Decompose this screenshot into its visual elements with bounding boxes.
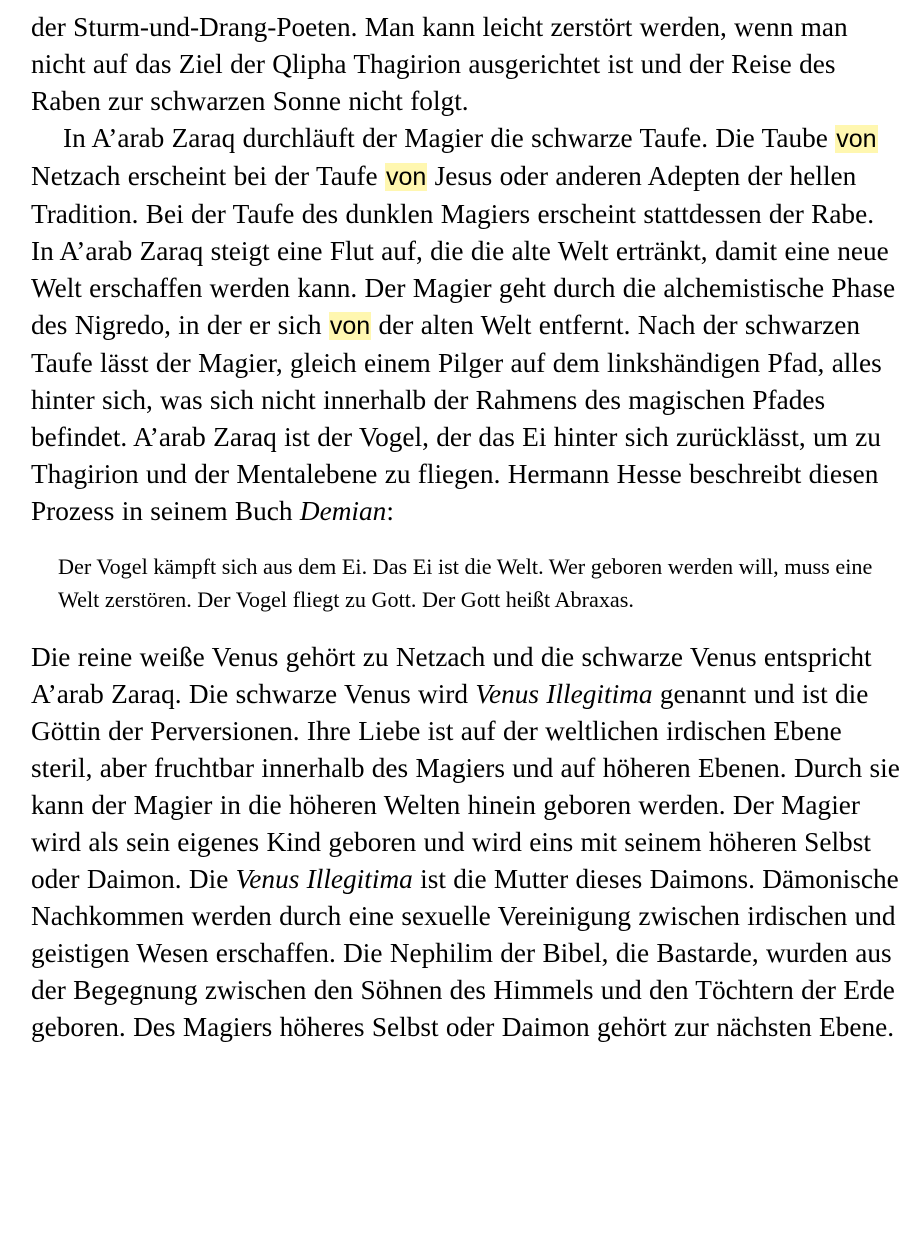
body-paragraph <box>31 120 901 530</box>
italic-title: Demian <box>299 496 387 526</box>
text-segment: der Sturm-und-Drang-Poeten. Man kann leicht zerstört werden, wenn man nicht auf das Ziel der Qlipha Thagirion ausgerichtet ist und der Reise des Raben zur schwarzen Sonne nicht folgt. <box>31 12 848 116</box>
search-highlight: von <box>329 312 371 340</box>
text-segment: der alten Welt entfernt. Nach der schwarzen Taufe lässt der Magier, gleich einem Pilger auf dem linkshändigen Pfad, alles hinter sich, was sich nicht innerhalb der Rahmens des magischen Pfades befindet. A’arab Zaraq ist der Vogel, der das Ei hinter sich zurücklässt, um zu Thagirion und der Mentalebene zu fliegen. Hermann Hesse beschreibt diesen Prozess in seinem Buch <box>31 310 882 526</box>
search-highlight: von <box>386 163 427 191</box>
text-segment: Netzach erscheint bei der Taufe <box>31 161 386 191</box>
text-segment: Der Vogel kämpft sich aus dem Ei. Das Ei ist die Welt. Wer geboren werden will, muss eine Welt zerstören. Der Vogel fliegt zu Gott. Der Gott heißt Abraxas. <box>58 554 873 612</box>
text-segment: : <box>386 496 394 526</box>
italic-title: Venus Illegitima <box>475 679 653 709</box>
text-segment: Jesus oder anderen Adepten der hellen Tradition. Bei der Taufe des dunklen Magiers erscheint stattdessen der Rabe. In A’arab Zaraq steigt eine Flut auf, die die alte Welt ertränkt, damit eine neue Welt erschaffen werden kann. Der Magier geht durch die alchemistische Phase des Nigredo, in der er sich <box>31 161 896 340</box>
block-quote <box>31 550 901 616</box>
text-segment: Die reine weiße Venus gehört zu Netzach und die schwarze Venus entspricht A’arab Zaraq. Die schwarze Venus wird <box>31 642 872 709</box>
text-segment: genannt und ist die Göttin der Perversionen. Ihre Liebe ist auf der weltlichen irdischen Ebene steril, aber fruchtbar innerhalb des Magiers und auf höheren Ebenen. Durch sie kann der Magier in die höheren Welten hinein geboren werden. Der Magier wird als sein eigenes Kind geboren und wird eins mit seinem höheren Selbst oder Daimon. Die <box>31 679 900 894</box>
italic-title: Venus Illegitima <box>235 864 413 894</box>
document-page <box>31 9 901 1046</box>
body-paragraph <box>31 639 901 1046</box>
text-segment: In A’arab Zaraq durchläuft der Magier die schwarze Taufe. Die Taube <box>63 123 836 153</box>
search-highlight: von <box>836 125 877 153</box>
body-paragraph <box>31 9 901 120</box>
text-segment: ist die Mutter dieses Daimons. Dämonische Nachkommen werden durch eine sexuelle Vereinigung zwischen irdischen und geistigen Wesen erschaffen. Die Nephilim der Bibel, die Bastarde, wurden aus der Begegnung zwischen den Söhnen des Himmels und den Töchtern der Erde geboren. Des Magiers höheres Selbst oder Daimon gehört zur nächsten Ebene. <box>31 864 899 1042</box>
